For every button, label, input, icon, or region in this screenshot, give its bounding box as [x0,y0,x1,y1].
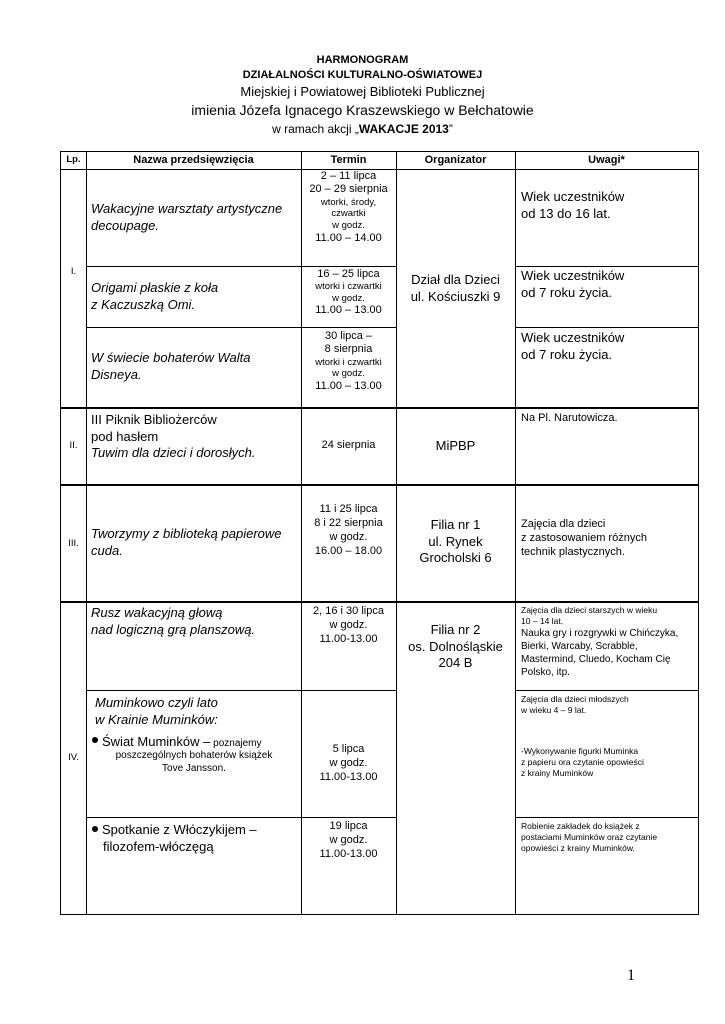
header-notes: Uwagi* [588,154,625,166]
event-term: 11 i 25 lipca 8 i 22 sierpnia w godz. 16.00 – 18.00 [314,503,383,557]
event-name: Origami płaskie z koła z Kaczuszką Omi. [91,280,219,312]
event-term: 24 sierpnia [321,439,376,451]
event-notes: Zajęcia dla dzieci starszych w wieku 10 – 14 lat. Nauka gry i rozgrywki w Chińczyka, Bierki, Warcaby, Scrabble, Mastermind, Cluedo, Kocham Cię Polsko, itp. [521,605,679,679]
event-notes: Robienie zakładek do książek z postaciami Muminków oraz czytanie opowieści z krainy Muminków. [521,821,658,854]
event-term: 19 lipca w godz. 11.00-13.00 [319,820,378,860]
event-term: 2 – 11 lipca 20 – 29 sierpnia wtorki, środy, czwartki w godz. 11.00 – 14.00 [309,170,388,244]
title-library: Miejskiej i Powiatowej Biblioteki Publicznej [240,84,485,99]
header-term: Termin [330,154,367,166]
event-notes: Zajęcia dla dzieci z zastosowaniem różnych technik plastycznych. [521,518,647,558]
event-subitem-description: poszczególnych bohaterów książek Tove Jansson. [115,750,273,774]
event-term: 5 lipca w godz. 11.00-13.00 [319,743,378,783]
event-organizer: Dział dla Dzieci ul. Kościuszki 9 [410,272,501,304]
lp-3: III. [68,538,79,549]
event-notes: -Wykonywanie figurki Muminka z papieru ora czytanie opowieści z krainy Muminków [521,746,644,779]
event-notes: Wiek uczestników od 13 do 16 lat. [521,189,625,221]
event-name: Wakacyjne warsztaty artystyczne decoupage. [91,201,283,233]
bullet-icon [92,826,98,832]
event-subitem: Świat Muminków – poznajemy [92,732,262,752]
event-notes: Wiek uczestników od 7 roku życia. [521,268,625,300]
event-name: Spotkanie z Włóczykijem – filozofem-włóczęgą [92,822,257,855]
event-organizer: MiPBP [435,438,476,453]
title-harmonogram: HARMONOGRAM [316,54,409,66]
header-name: Nazwa przedsięwzięcia [133,154,254,166]
event-notes: Wiek uczestników od 7 roku życia. [521,330,625,362]
event-name: Muminkowo czyli lato w Krainie Muminków: [95,695,218,727]
event-notes: Zajęcia dla dzieci młodszych w wieku 4 – 9 lat. [521,694,629,716]
event-name: III Piknik Bibliożerców pod hasłem Tuwim dla dzieci i dorosłych. [91,412,256,460]
event-name: W świecie bohaterów Walta Disneya. [91,350,251,382]
event-notes: Na Pl. Narutowicza. [521,412,618,424]
header-lp: Lp. [66,154,81,165]
page-number: 1 [627,967,635,984]
title-activity: DZIAŁALNOŚCI KULTURALNO-OŚWIATOWEJ [242,69,483,81]
title-library-patron: imienia Józefa Ignacego Kraszewskiego w Bełchatowie [191,102,534,118]
lp-4: IV. [68,752,79,763]
event-organizer: Filia nr 2 os. Dolnośląskie 204 B [408,622,503,670]
event-name: Rusz wakacyjną głową nad logiczną grą planszową. [91,605,256,637]
event-term: 2, 16 i 30 lipca w godz. 11.00-13.00 [313,605,384,645]
event-term: 16 – 25 lipca wtorki i czwartki w godz. 11.00 – 13.00 [315,268,382,316]
event-term: 30 lipca – 8 sierpnia wtorki i czwartki w godz. 11.00 – 13.00 [315,330,382,392]
header-organizer: Organizator [424,154,487,166]
lp-2: II. [69,440,78,451]
title-campaign: w ramach akcji „WAKACJE 2013” [272,122,453,136]
lp-1: I. [70,266,77,277]
bullet-icon [92,737,98,743]
event-name: Tworzymy z biblioteką papierowe cuda. [91,526,282,558]
event-organizer: Filia nr 1 ul. Rynek Grocholski 6 [419,517,492,565]
